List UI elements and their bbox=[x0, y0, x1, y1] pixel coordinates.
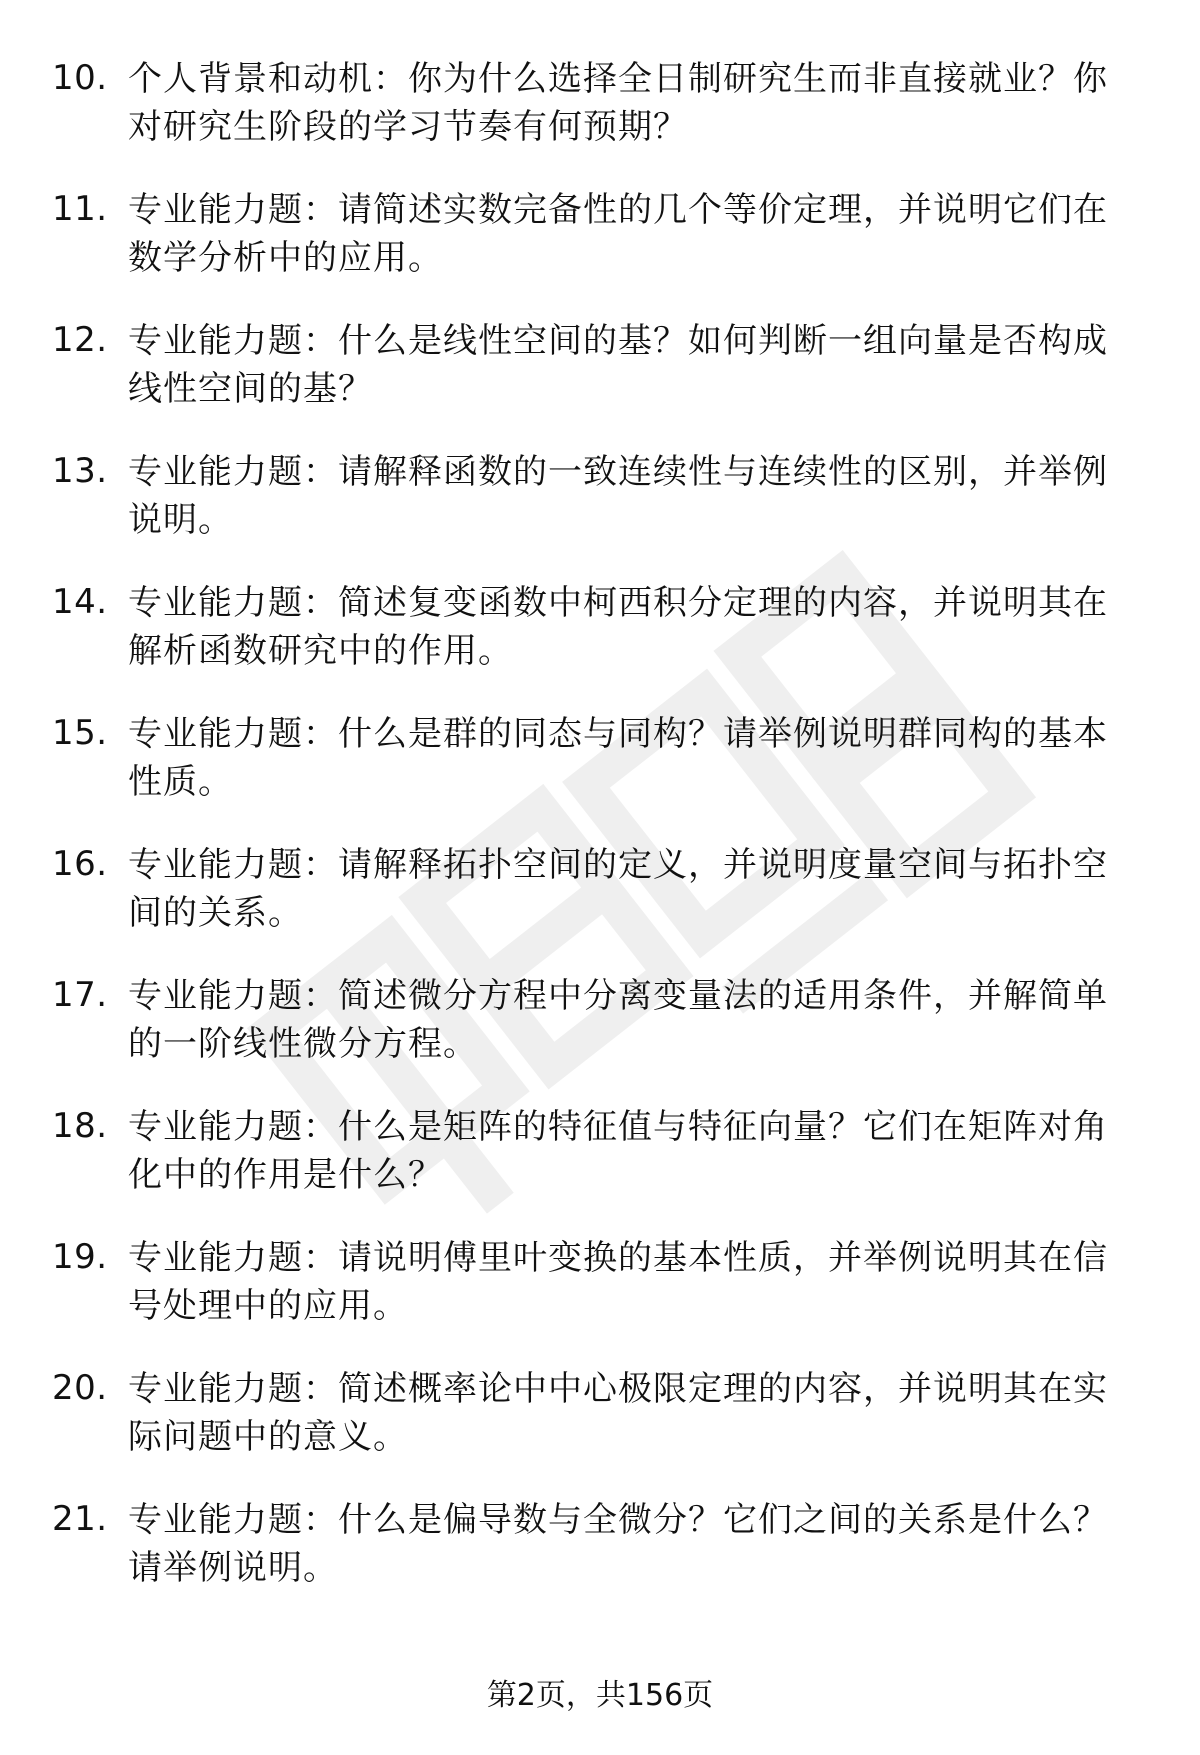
question-text: 专业能力题：简述概率论中中心极限定理的内容，并说明其在实际问题中的意义。 bbox=[128, 1369, 1108, 1457]
question-number: 14. bbox=[52, 582, 108, 622]
question-number: 16. bbox=[52, 844, 108, 884]
question-item bbox=[0, 1496, 1200, 1592]
question-item bbox=[0, 710, 1200, 806]
question-item bbox=[0, 1234, 1200, 1330]
question-number: 11. bbox=[52, 189, 108, 229]
question-number: 19. bbox=[52, 1237, 108, 1277]
question-number: 17. bbox=[52, 975, 108, 1015]
question-number: 10. bbox=[52, 58, 108, 98]
question-number: 13. bbox=[52, 451, 108, 491]
question-number: 20. bbox=[52, 1368, 108, 1408]
question-text: 专业能力题：什么是偏导数与全微分？它们之间的关系是什么？请举例说明。 bbox=[128, 1500, 1108, 1588]
question-item bbox=[0, 317, 1200, 413]
question-item bbox=[0, 186, 1200, 282]
question-item bbox=[0, 1103, 1200, 1199]
question-item bbox=[0, 1365, 1200, 1461]
question-item bbox=[0, 55, 1200, 151]
question-number: 21. bbox=[52, 1499, 108, 1539]
question-text: 专业能力题：请简述实数完备性的几个等价定理，并说明它们在数学分析中的应用。 bbox=[128, 190, 1108, 278]
question-text: 专业能力题：什么是矩阵的特征值与特征向量？它们在矩阵对角化中的作用是什么？ bbox=[128, 1107, 1108, 1195]
question-text: 专业能力题：什么是群的同态与同构？请举例说明群同构的基本性质。 bbox=[128, 714, 1108, 802]
question-list bbox=[0, 55, 1200, 1627]
question-text: 专业能力题：请解释函数的一致连续性与连续性的区别，并举例说明。 bbox=[128, 452, 1108, 540]
question-item bbox=[0, 972, 1200, 1068]
question-item bbox=[0, 579, 1200, 675]
question-text: 专业能力题：什么是线性空间的基？如何判断一组向量是否构成线性空间的基？ bbox=[128, 321, 1108, 409]
page-footer: 第2页，共156页 bbox=[486, 1678, 714, 1713]
question-number: 15. bbox=[52, 713, 108, 753]
question-item bbox=[0, 841, 1200, 937]
question-text: 专业能力题：简述复变函数中柯西积分定理的内容，并说明其在解析函数研究中的作用。 bbox=[128, 583, 1108, 671]
question-text: 专业能力题：简述微分方程中分离变量法的适用条件，并解简单的一阶线性微分方程。 bbox=[128, 976, 1108, 1064]
question-number: 12. bbox=[52, 320, 108, 360]
question-number: 18. bbox=[52, 1106, 108, 1146]
question-text: 个人背景和动机：你为什么选择全日制研究生而非直接就业？你对研究生阶段的学习节奏有何预期？ bbox=[128, 59, 1108, 147]
question-item bbox=[0, 448, 1200, 544]
question-text: 专业能力题：请说明傅里叶变换的基本性质，并举例说明其在信号处理中的应用。 bbox=[128, 1238, 1108, 1326]
question-text: 专业能力题：请解释拓扑空间的定义，并说明度量空间与拓扑空间的关系。 bbox=[128, 845, 1108, 933]
